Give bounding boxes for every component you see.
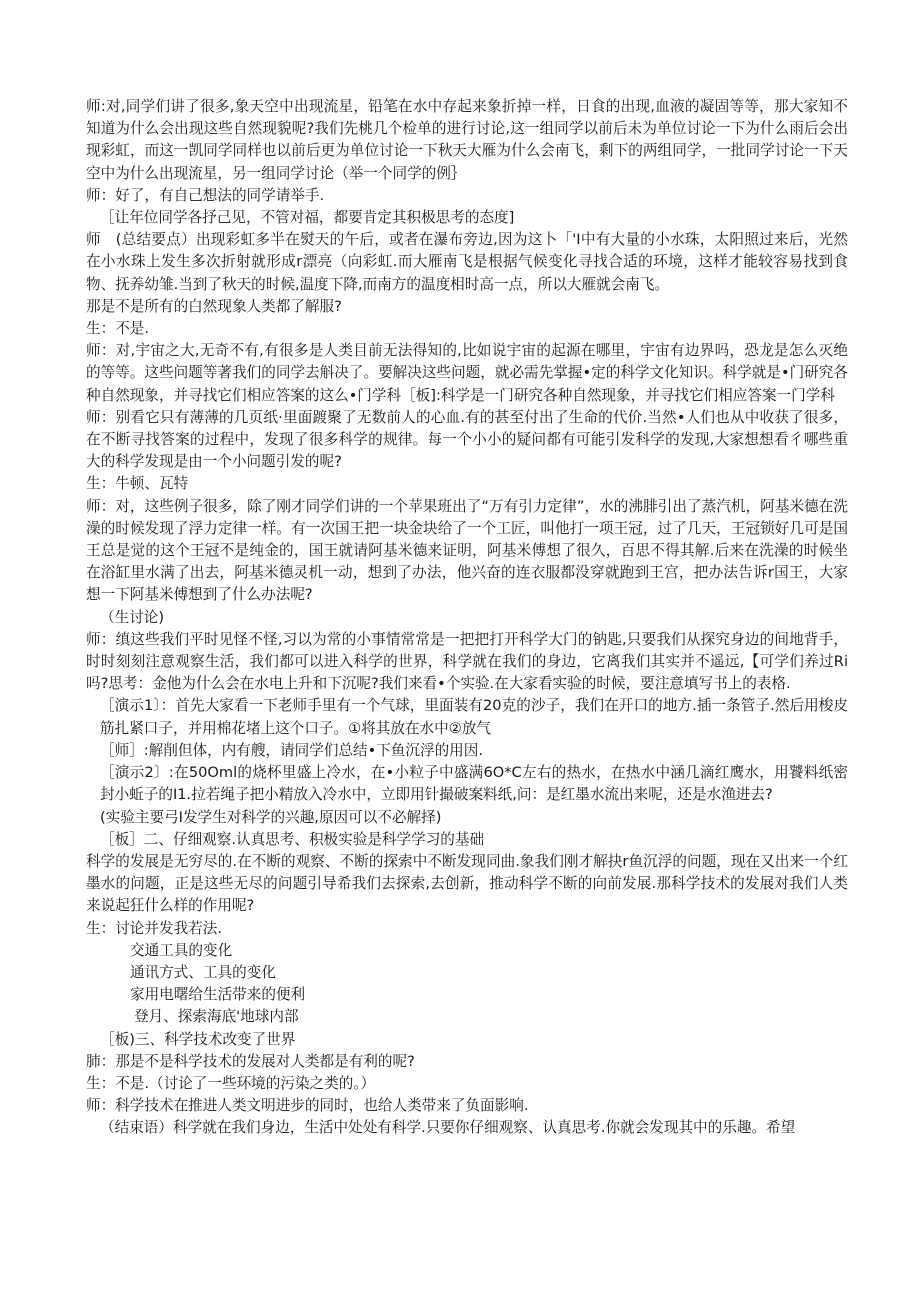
list-item: 交通工具的变化	[130, 941, 233, 959]
paragraph-teacher-archimedes: 师：对，这些例子很多，除了刚才同学们讲的一个苹果班出了“万有引力定律”，水的沸腓引出了蒸汽机，阿基米德在洗澡的时候发现了浮力定律一样。有一次国王把一块金块给了一个工匠，叫他打一项王冠，过了几天，王冠锁好几可是国王总是觉的这个王冠不是纯金的，国王就请阿基米德来证明，阿基米傅想了很久，百思不得其解.后来在洗澡的时候坐在浴缸里水满了出去，阿基米德灵机一动，想到了办法，他兴奋的连衣服都没穿就跑到王宫，把办法告诉r国王，大家想一下阿基米傅想到了什么办法呢?	[86, 497, 848, 604]
paragraph-teacher-examples: 师:对,同学们讲了很多,象天空中出现流星，铅笔在水中存起来象折掉一样，日食的出现,血液的凝固等等，那大家知不知道为什么会出现这些自然现貌呢?我们先桃几个检单的进行讨论,这一组同学以前后未为单位讨论一下为什么雨后会出现彩虹，而这一凯同学同样也以前后更为单位讨论一下秋天大雁为什么会南飞，剩下的两组同学，一批同学讨论一下天空中为什么出现流星，另一组同学讨论（举一个同学的例｝	[86, 98, 848, 182]
paragraph-student-pollution: 生：不是.（讨论了一些环境的污染之类的。）	[86, 1074, 376, 1092]
paragraph-teacher-conclude: ［师］:解削但体，内有艘，请同学们总结•下鱼沉浮的用因.	[100, 741, 484, 759]
paragraph-teacher-raise-hands: 师：好了，有自己想法的同学请举手.	[86, 186, 325, 204]
paragraph-board-three: ［板)三、科学技术改变了世界	[100, 1030, 296, 1048]
paragraph-question-nature: 那是不是所有的白然现象人类都了解服?	[86, 297, 342, 315]
paragraph-demo-2: ［演示2〕:在50Oml的烧杯里盛上冷水，在•小粒子中盛满6O*C左右的热水，在热水中涵几滴红鹰水，用饕料纸密封小蚯子的I1.拉若绳子把小精放入冷水中，立即用针撮破案料纸,问：是红墨水流出来呢，还是水渔进去?	[100, 764, 848, 804]
paragraph-teacher-discoveries: 师：别看它只有薄薄的几页纸·里面踱聚了无数前人的心血.有的甚至付出了生命的代价.当然•人们也从中收获了很多，在不断寻找答案的过程中，发现了很多科学的规律。每一个小小的疑问都有可能引发科学的发现,大家想想看彳哪些重大的科学发现是由一个小问题引发的呢?	[86, 408, 848, 471]
paragraph-student-discuss: （生讨论)	[100, 608, 165, 626]
paragraph-science-development: 科学的发展是无穷尽的.在不断的观察、不断的探索中不断发现同曲.象我们刚才解抉r鱼沉浮的问题，现在又出来一个红墨水的问题，正是这些无尽的问题引导希我们去探索,去创新，推动科学不断的向前发展.那科学技术的发展对我们人类来说起狂什么样的作用呢?	[86, 852, 848, 915]
paragraph-teacher-question-benefit: 肺：那是不是科学技术的发展对人类都是有利的呢?	[86, 1052, 415, 1070]
paragraph-experiment-note: (实验主要弓I发学生对科学的兴趣,原因可以不必解择)	[100, 808, 442, 826]
paragraph-teacher-summary: 师 (总结要点）出现彩虹多半在熨天的午后，或者在瀑布旁边,因为这卜「'I中有大量的小水珠，太阳照过来后，光然在小水珠上发生多次折射就形成r漂亮（向彩虹.而大雁南飞是根据气候变化寻找合适的环境，这样才能较容易找到食物、抚养幼雏.当到了秋天的时候,温度下降,而南方的温度相时高一点，所以大雁就会南飞。	[86, 231, 848, 293]
paragraph-demo-1: ［演示1〕：首先大家看一下老师手里有一个气球，里面装有20克的沙子，我们在开口的地方.插一条管子.然后用梭皮筋扎紧口子，并用棉花堵上这个口子。①将其放在水中②放气	[100, 697, 848, 737]
paragraph-note-encourage: ［让年位同学各抒己见，不管对福，都要肯定其积极思考的态度]	[100, 209, 515, 227]
paragraph-closing: （结束语）科学就在我们身边，生活中处处有科学.只要你仔细观察、认真思考.你就会发现其中的乐趣。希望	[100, 1119, 796, 1137]
paragraph-teacher-negative-impact: 师：科学技术在推进人类文明进步的同时，也给人类带来了负面影响.	[86, 1097, 529, 1115]
list-item: 登月、探索海底'地球内部	[134, 1008, 299, 1026]
list-item: 通讯方式、工具的变化	[130, 963, 276, 981]
paragraph-student-newton: 生：牛顿、瓦特	[86, 475, 189, 493]
document-body	[86, 96, 848, 1140]
paragraph-student-no: 生：不是.	[86, 320, 150, 338]
paragraph-teacher-experiment-intro: 师：缜这些我们平时见怪不怪,习以为常的小事情常常是一把把打开科学大门的钠匙,只要我们从探究身边的间地背手，时时刻刻注意观察生活，我们都可以进入科学的世界，科学就在我们的身边，它离我们其实并不遥远,【可学们养过Ri吗?思考：金他为什么会在水电上升和下沉呢?我们来看•个实验.在大家看实验的时候，要注意填写书上的表格.	[86, 630, 848, 693]
paragraph-board-two: ［板］二、仔细观察.认真思考、积极实验是科学学习的基础	[100, 830, 485, 848]
paragraph-teacher-universe: 师：对,宇宙之大,无奇不有,有很多是人类目前无法得知的,比如说宇宙的起源在哪里，宇宙有边界吗，恐龙是怎么灭绝的等等。这些问题等著我们的同学去斛决了。要解决这些问题，就必需先掌握•定的科学文化知识。科学就是•门研究各种自然现象，并寻找它们相应答案的这么•门学科［板]:科学是一门研究各种自然现象，并寻找它们相应答案一门学科	[86, 342, 848, 404]
paragraph-student-discuss-2: 生：讨论并发我若法.	[86, 919, 222, 937]
list-item: 家用电曙给生活带来的便利	[130, 986, 306, 1004]
